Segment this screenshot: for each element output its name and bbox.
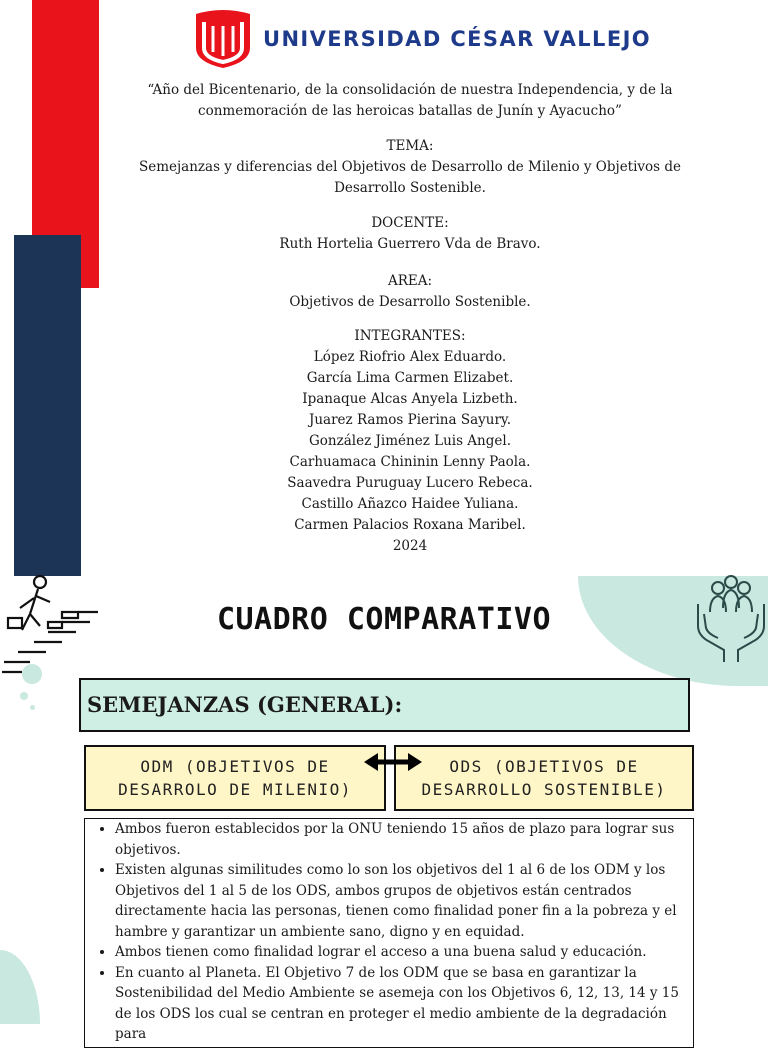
double-arrow-icon — [362, 750, 424, 774]
semejanzas-heading-box — [79, 678, 690, 732]
member-name: Ipanaque Alcas Anyela Lizbeth. — [302, 391, 518, 407]
tema-section — [120, 136, 700, 199]
tema-label: TEMA: — [386, 138, 434, 154]
integrantes-section — [120, 326, 700, 557]
semejanzas-list-box — [84, 818, 694, 1048]
year: 2024 — [392, 538, 428, 554]
list-item: • En cuanto al Planeta. El Objetivo 7 de los ODM que se basa en garantizar la Sostenibilidad del Medio Ambiente se asemeja con los Objetivos 6, 12, 13, 14 y 15 de los ODS los cual se centran en proteger el medio ambiente de la degradación para — [115, 963, 683, 1045]
navy-decor-bar — [14, 235, 81, 576]
list-item: • Ambos fueron establecidos por la ONU teniendo 15 años de plazo para lograr sus objetivos. — [115, 819, 683, 860]
docente-label: DOCENTE: — [371, 215, 449, 231]
motto-text: “Año del Bicentenario, de la consolidación de nuestra Independencia, y de la conmemoración de las heroicas batallas de Junín y Ayacucho” — [147, 82, 673, 119]
ucv-logo — [194, 8, 252, 68]
decor-dot — [30, 705, 35, 710]
section-title: CUADRO COMPARATIVO — [216, 602, 552, 637]
university-name: UNIVERSIDAD CÉSAR VALLEJO — [263, 27, 652, 51]
member-name: Carhuamaca Chininin Lenny Paola. — [289, 454, 531, 470]
docente-text: Ruth Hortelia Guerrero Vda de Bravo. — [279, 236, 541, 252]
member-name: Castillo Añazco Haidee Yuliana. — [301, 496, 519, 512]
odm-box: ODM (OBJETIVOS DE DESARROLO DE MILENIO) — [84, 745, 386, 811]
motto — [120, 80, 700, 122]
member-name: López Riofrio Alex Eduardo. — [313, 349, 507, 365]
area-label: AREA: — [387, 273, 433, 289]
area-section — [120, 271, 700, 313]
semejanzas-list — [85, 819, 693, 1045]
ods-box: ODS (OBJETIVOS DE DESARROLLO SOSTENIBLE) — [394, 745, 694, 811]
member-name: Saavedra Puruguay Lucero Rebeca. — [287, 475, 533, 491]
semejanzas-heading: SEMEJANZAS (GENERAL): — [87, 692, 403, 717]
member-name: García Lima Carmen Elizabet. — [306, 370, 514, 386]
area-text: Objetivos de Desarrollo Sostenible. — [289, 294, 531, 310]
member-name: González Jiménez Luis Angel. — [309, 433, 511, 449]
member-name: Juarez Ramos Pierina Sayury. — [308, 412, 512, 428]
list-item: • Existen algunas similitudes como lo son los objetivos del 1 al 6 de los ODM y los Objetivos del 1 al 5 de los ODS, ambos grupos de objetivos están centrados directamente hacia las personas, tienen como finalidad poner fin a la pobreza y el hambre y garantizar un ambiente sano, digno y en equidad. — [115, 860, 683, 942]
tema-text: Semejanzas y diferencias del Objetivos de Desarrollo de Milenio y Objetivos de Desarrollo Sostenible. — [138, 159, 682, 196]
mint-decor-blob-bottom — [0, 950, 40, 1024]
integrantes-label: INTEGRANTES: — [354, 328, 466, 344]
list-item: • Ambos tienen como finalidad lograr el acceso a una buena salud y educación. — [115, 942, 683, 963]
decor-dot — [20, 692, 28, 700]
member-name: Carmen Palacios Roxana Maribel. — [294, 517, 526, 533]
docente-section — [120, 213, 700, 255]
